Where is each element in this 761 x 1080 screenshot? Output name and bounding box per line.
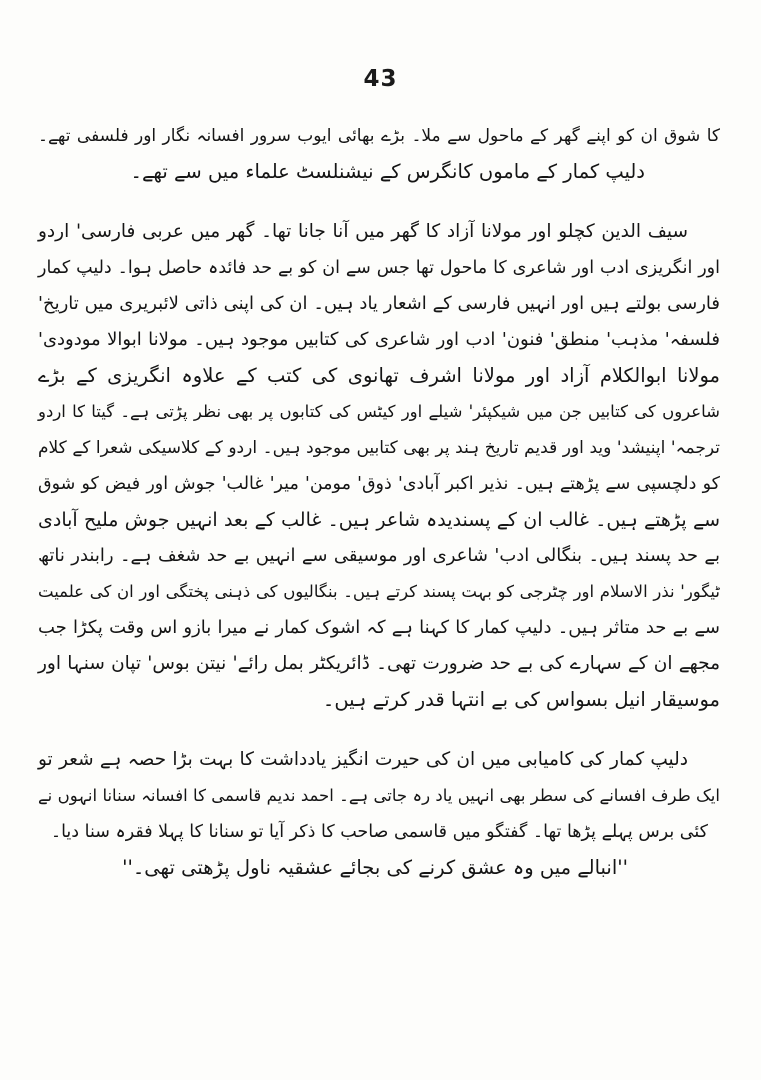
text-line: سے بے حد متاثر ہیں۔ دلیپ کمار کا کہنا ہے کہ اشوک کمار نے میرا بازو اس وقت پکڑا جب	[38, 617, 720, 638]
text-line: کئی برس پہلے پڑھا تھا۔ گفتگو میں قاسمی صاحب کا ذکر آیا تو سنانا کا پہلا فقرہ سنا دیا۔	[50, 822, 708, 842]
text-line: اور انگریزی ادب اور شاعری کا ماحول تھا جس سے ان کو بے حد فائدہ حاصل ہوا۔ دلیپ کمار	[38, 258, 720, 278]
text-line: کو دلچسپی سے پڑھتے ہیں۔ نذیر اکبر آبادی' ذوق' مومن' میر' غالب' جوش اور فیض کو شوق	[38, 474, 720, 494]
text-line: دلیپ کمار کی کامیابی میں ان کی حیرت انگیز یادداشت کا بہت بڑا حصہ ہے شعر تو	[38, 749, 688, 770]
text-line: شاعروں کی کتابیں جن میں شیکپئر' شیلے اور کیٹس کی کتابوں پر بھی نظر پڑتی ہے۔ گیتا کا اردو	[38, 402, 720, 421]
page-number: 43	[363, 66, 398, 92]
text-line: ایک طرف افسانے کی سطر بھی انہیں یاد رہ جاتی ہے۔ احمد ندیم قاسمی کا افسانہ سنانا انہوں نے	[38, 786, 720, 805]
text-line: موسیقار انیل بسواس کی بے انتہا قدر کرتے ہیں۔	[322, 688, 720, 711]
text-line: دلیپ کمار کے ماموں کانگرس کے نیشنلسٹ علماء میں سے تھے۔	[130, 160, 645, 183]
text-line: ٹیگور' نذر الاسلام اور چٹرجی کو بہت پسند کرتے ہیں۔ بنگالیوں کی ذہنی پختگی اور ان کی علمیت	[38, 582, 720, 601]
text-line: کا شوق ان کو اپنے گھر کے ماحول سے ملا۔ بڑے بھائی ایوب سرور افسانہ نگار اور فلسفی تھے۔	[38, 126, 720, 146]
text-line: بے حد پسند ہیں۔ بنگالی ادب' شاعری اور موسیقی سے انہیں بے حد شغف ہے۔ رابندر ناتھ	[38, 545, 720, 566]
text-line: سے پڑھتے ہیں۔ غالب ان کے پسندیدہ شاعر ہیں۔ غالب کے بعد انہیں جوش ملیح آبادی	[38, 509, 720, 531]
text-line: فارسی بولتے ہیں اور انہیں فارسی کے اشعار یاد ہیں۔ ان کی اپنی ذاتی لائبریری میں تاریخ'	[38, 293, 720, 314]
text-line: فلسفہ' مذہب' منطق' فنون' ادب اور شاعری کی کتابیں موجود ہیں۔ مولانا ابوالا مودودی'	[38, 329, 720, 350]
text-line: ترجمہ' اپنیشد' وید اور قدیم تاریخ ہند پر بھی کتابیں موجود ہیں۔ اردو کے کلاسیکی شعرا کے کلام	[38, 438, 720, 458]
text-line: مولانا ابوالکلام آزاد اور مولانا اشرف تھانوی کی کتب کے علاوہ انگریزی کے بڑے	[38, 364, 720, 387]
text-line: سیف الدین کچلو اور مولانا آزاد کا گھر میں آنا جانا تھا۔ گھر میں عربی فارسی' اردو	[38, 221, 688, 242]
text-line: مجھے ان کے سہارے کی بے حد ضرورت تھی۔ ڈائریکٹر بمل رائے' نیتن بوس' تپان سنہا اور	[38, 653, 720, 674]
text-line: ''انبالے میں وہ عشق کرنے کی بجائے عشقیہ ناول پڑھتی تھی۔''	[122, 856, 628, 879]
